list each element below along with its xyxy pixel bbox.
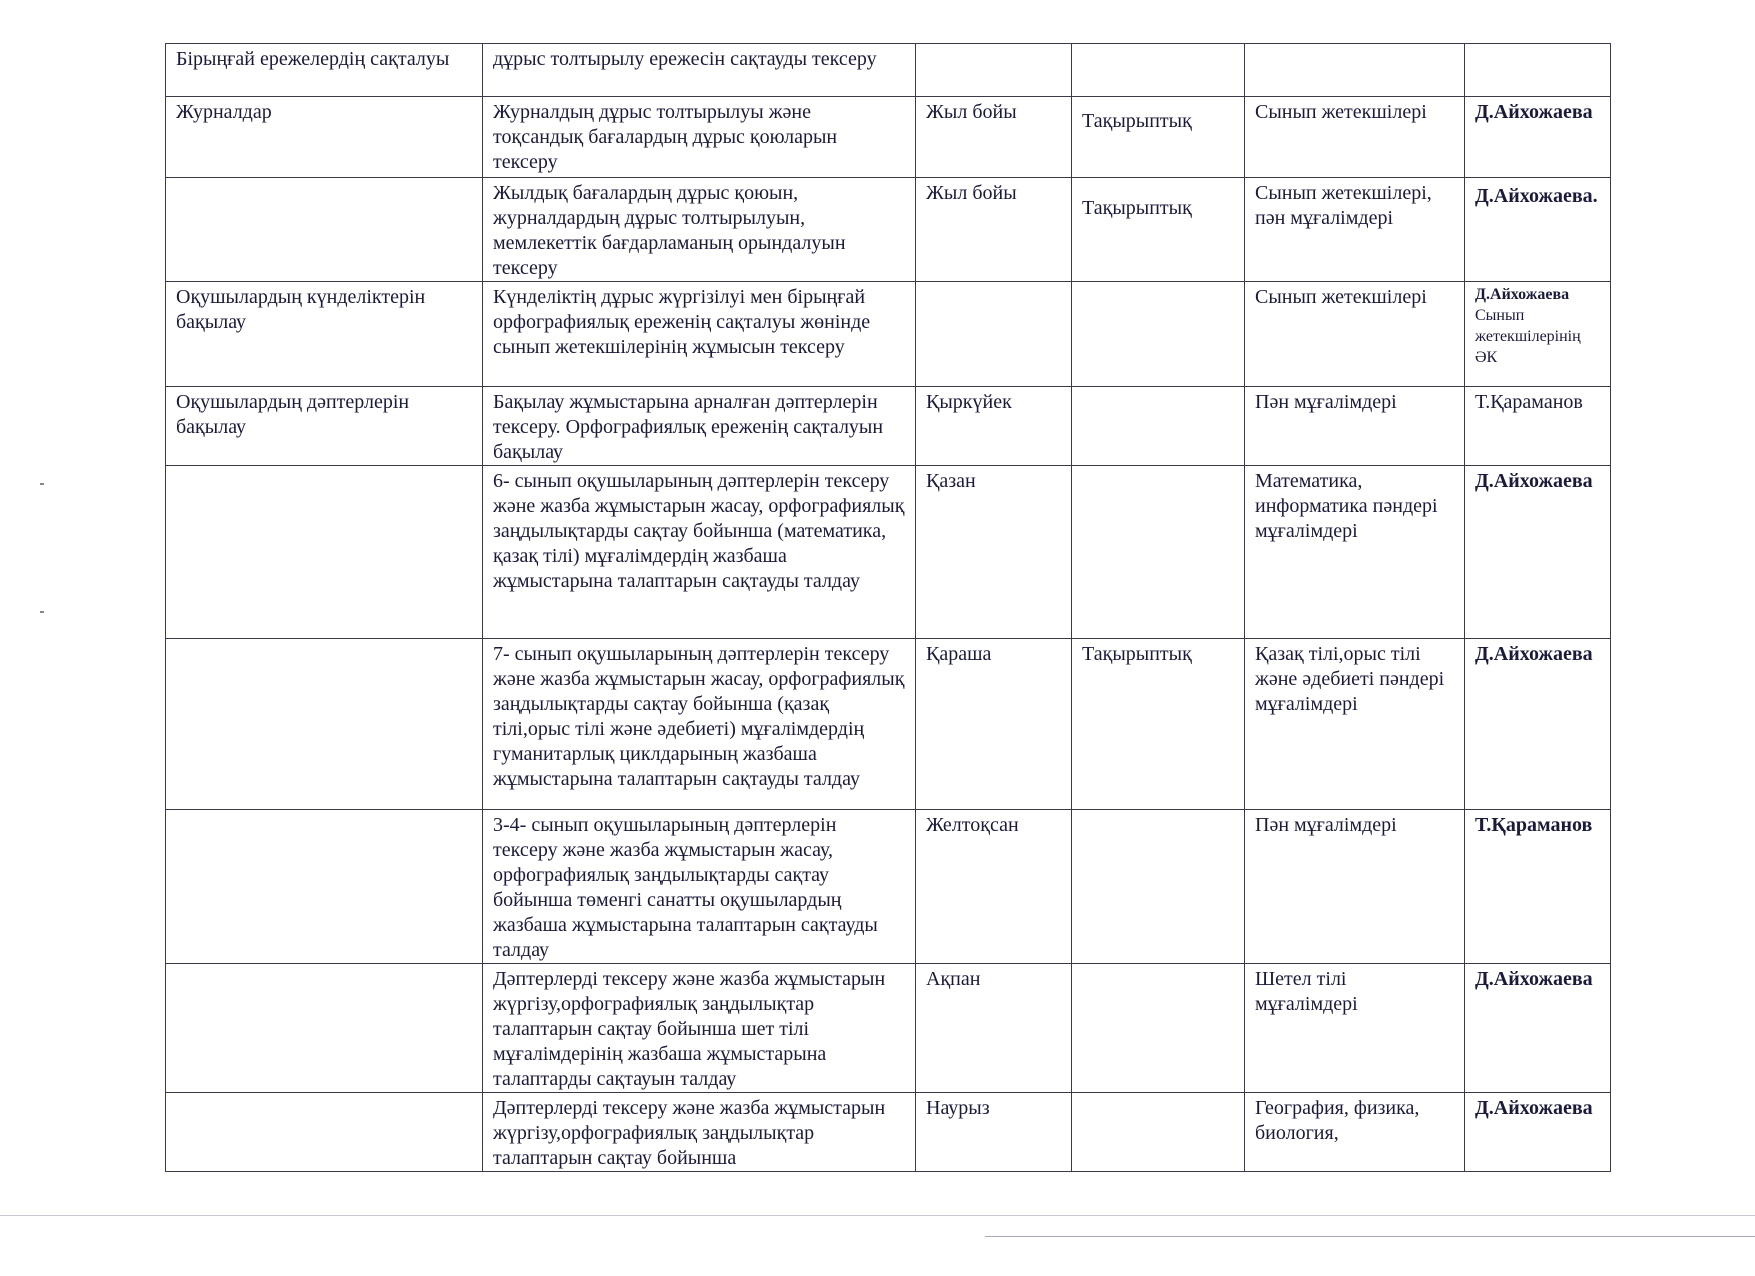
area-cell bbox=[166, 178, 483, 282]
term-cell: Наурыз bbox=[916, 1093, 1072, 1172]
content-cell: Бақылау жұмыстарына арналған дәптерлерін тексеру. Орфографиялық ереженің сақталуын бақылау bbox=[483, 387, 916, 466]
table-row bbox=[166, 44, 1611, 97]
area-cell bbox=[166, 1093, 483, 1172]
area-cell: Оқушылардың дәптерлерін бақылау bbox=[166, 387, 483, 466]
responsible-cell: Д.Айхожаева bbox=[1465, 97, 1611, 178]
executor-cell: Шетел тілі мұғалімдері bbox=[1245, 964, 1465, 1093]
executor-cell: Математика, информатика пәндері мұғалімдері bbox=[1245, 466, 1465, 639]
executor-cell: Пән мұғалімдері bbox=[1245, 387, 1465, 466]
scan-edge-line bbox=[985, 1236, 1755, 1237]
area-cell bbox=[166, 964, 483, 1093]
term-cell: Жыл бойы bbox=[916, 178, 1072, 282]
table-row bbox=[166, 466, 1611, 639]
table-row bbox=[166, 964, 1611, 1093]
type-cell bbox=[1072, 1093, 1245, 1172]
term-cell: Қазан bbox=[916, 466, 1072, 639]
responsible-cell: Д.Айхожаева bbox=[1465, 964, 1611, 1093]
type-cell: Тақырыптық bbox=[1072, 178, 1245, 282]
table-row bbox=[166, 639, 1611, 810]
area-cell bbox=[166, 466, 483, 639]
term-cell: Қараша bbox=[916, 639, 1072, 810]
responsible-cell: Д.Айхожаева bbox=[1465, 639, 1611, 810]
type-cell bbox=[1072, 282, 1245, 387]
scan-speck bbox=[40, 483, 44, 485]
table-row bbox=[166, 1093, 1611, 1172]
type-cell bbox=[1072, 44, 1245, 97]
type-cell: Тақырыптық bbox=[1072, 639, 1245, 810]
type-cell bbox=[1072, 387, 1245, 466]
responsible-cell: Т.Қараманов bbox=[1465, 387, 1611, 466]
term-cell: Жыл бойы bbox=[916, 97, 1072, 178]
term-cell: Желтоқсан bbox=[916, 810, 1072, 964]
control-plan-table bbox=[165, 43, 1611, 1172]
scan-speck bbox=[40, 611, 44, 613]
content-cell: Жылдық бағалардың дұрыс қоюын, журналдардың дұрыс толтырылуын, мемлекеттік бағдарламаның орындалуын тексеру bbox=[483, 178, 916, 282]
table-row bbox=[166, 178, 1611, 282]
executor-cell: Сынып жетекшілері bbox=[1245, 97, 1465, 178]
content-cell: 7- сынып оқушыларының дәптерлерін тексеру және жазба жұмыстарын жасау, орфографиялық заңдылықтарды сақтау бойынша (қазақ тілі,орыс тілі және әдебиеті) мұғалімдердің гуманитарлық циклдарының жазбаша жұмыстарына талаптарын сақтауды талдау bbox=[483, 639, 916, 810]
type-cell bbox=[1072, 810, 1245, 964]
scan-edge-line bbox=[0, 1215, 1755, 1216]
term-cell: Ақпан bbox=[916, 964, 1072, 1093]
area-cell: Бірыңғай ережелердің сақталуы bbox=[166, 44, 483, 97]
responsible-cell: Т.Қараманов bbox=[1465, 810, 1611, 964]
content-cell: Дәптерлерді тексеру және жазба жұмыстарын жүргізу,орфографиялық заңдылықтар талаптарын сақтау бойынша bbox=[483, 1093, 916, 1172]
area-cell bbox=[166, 639, 483, 810]
table-row bbox=[166, 282, 1611, 387]
area-cell: Журналдар bbox=[166, 97, 483, 178]
table-row bbox=[166, 387, 1611, 466]
executor-cell: География, физика, биология, bbox=[1245, 1093, 1465, 1172]
table-row bbox=[166, 810, 1611, 964]
executor-cell: Қазақ тілі,орыс тілі және әдебиеті пәндері мұғалімдері bbox=[1245, 639, 1465, 810]
term-cell: Қыркүйек bbox=[916, 387, 1072, 466]
area-cell bbox=[166, 810, 483, 964]
responsible-cell: Д.Айхожаева bbox=[1465, 1093, 1611, 1172]
type-cell bbox=[1072, 466, 1245, 639]
executor-cell: Пән мұғалімдері bbox=[1245, 810, 1465, 964]
responsible-cell: Д.Айхожаева bbox=[1465, 466, 1611, 639]
responsible-name: Д.Айхожаева bbox=[1475, 286, 1570, 303]
executor-cell bbox=[1245, 44, 1465, 97]
responsible-cell bbox=[1465, 44, 1611, 97]
term-cell bbox=[916, 44, 1072, 97]
executor-cell: Сынып жетекшілері bbox=[1245, 282, 1465, 387]
content-cell: дұрыс толтырылу ережесін сақтауды тексеру bbox=[483, 44, 916, 97]
content-cell: Журналдың дұрыс толтырылуы және тоқсандық бағалардың дұрыс қоюларын тексеру bbox=[483, 97, 916, 178]
executor-cell: Сынып жетекшілері, пән мұғалімдері bbox=[1245, 178, 1465, 282]
responsible-cell: Д.Айхожаева. bbox=[1465, 178, 1611, 282]
responsible-cell bbox=[1465, 282, 1611, 387]
responsible-note: Сынып жетекшілерінің ӘК bbox=[1475, 307, 1581, 366]
area-cell: Оқушылардың күнделіктерін бақылау bbox=[166, 282, 483, 387]
type-cell: Тақырыптық bbox=[1072, 97, 1245, 178]
content-cell: 6- сынып оқушыларының дәптерлерін тексеру және жазба жұмыстарын жасау, орфографиялық заңдылықтарды сақтау бойынша (математика, қазақ тілі) мұғалімдердің жазбаша жұмыстарына талаптарын сақтауды талдау bbox=[483, 466, 916, 639]
content-cell: Күнделіктің дұрыс жүргізілуі мен бірыңғай орфографиялық ереженің сақталуы жөнінде сынып жетекшілерінің жұмысын тексеру bbox=[483, 282, 916, 387]
term-cell bbox=[916, 282, 1072, 387]
content-cell: Дәптерлерді тексеру және жазба жұмыстарын жүргізу,орфографиялық заңдылықтар талаптарын сақтау бойынша шет тілі мұғалімдерінің жазбаша жұмыстарына талаптарды сақтауын талдау bbox=[483, 964, 916, 1093]
content-cell: 3-4- сынып оқушыларының дәптерлерін тексеру және жазба жұмыстарын жасау, орфографиялық заңдылықтарды сақтау бойынша төменгі санатты оқушылардың жазбаша жұмыстарына талаптарын сақтауды талдау bbox=[483, 810, 916, 964]
table-row bbox=[166, 97, 1611, 178]
type-cell bbox=[1072, 964, 1245, 1093]
